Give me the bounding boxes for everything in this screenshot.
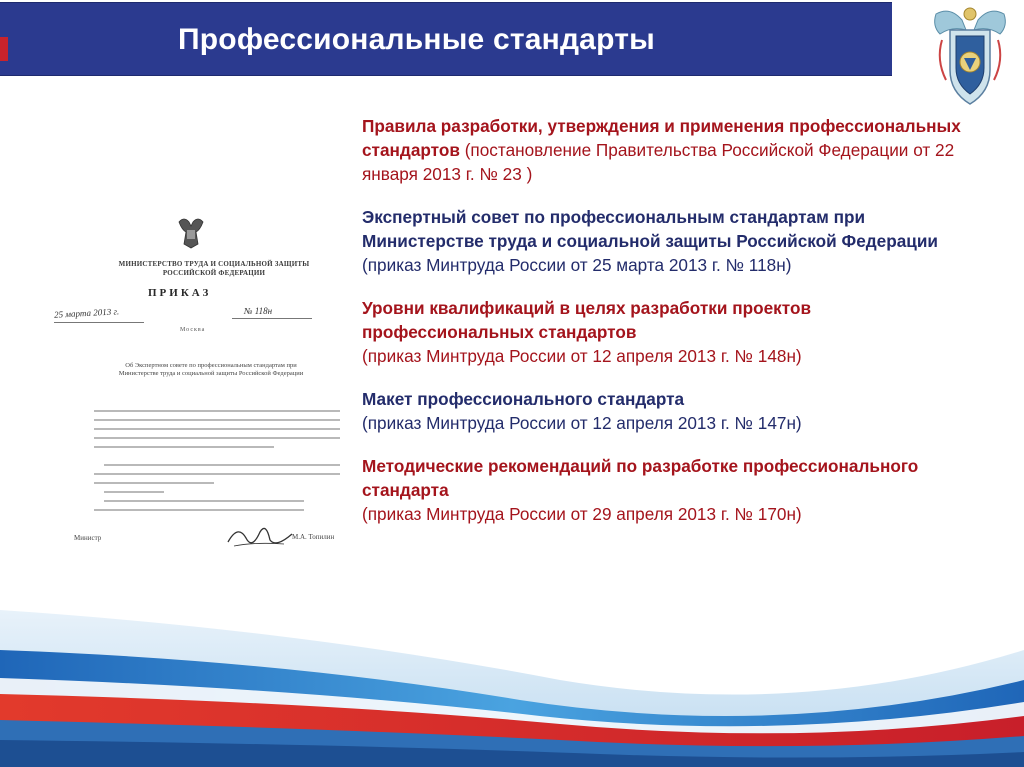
coat-of-arms-icon — [176, 214, 206, 250]
list-item — [362, 454, 982, 526]
item-head: Экспертный совет по профессиональным стандартам при Министерстве труда и социальной защиты Российской Федерации — [362, 207, 938, 251]
standards-list — [362, 114, 982, 545]
list-item — [362, 296, 982, 368]
list-item — [362, 205, 982, 277]
doc-date: 25 марта 2013 г. — [53, 306, 120, 320]
doc-ministry-name: МИНИСТЕРСТВО ТРУДА И СОЦИАЛЬНОЙ ЗАЩИТЫ РОССИЙСКОЙ ФЕДЕРАЦИИ — [118, 260, 310, 277]
item-head: Уровни квалификаций в целях разработки проектов профессиональных стандартов — [362, 298, 812, 342]
title-accent — [0, 37, 8, 61]
slide-title: Профессиональные стандарты — [178, 23, 655, 56]
doc-signature-label: Министр — [74, 534, 102, 542]
item-body: (постановление Правительства Российской Федерации от 22 января 2013 г. № 23 ) — [362, 140, 955, 184]
item-head: Макет профессионального стандарта — [362, 389, 685, 409]
list-item — [362, 114, 982, 186]
doc-number: № 118н — [244, 306, 273, 316]
list-item — [362, 387, 982, 435]
ministry-emblem-icon — [926, 0, 1014, 112]
item-body: (приказ Минтруда России от 12 апреля 2013 г. № 147н) — [362, 413, 802, 433]
item-head: Методические рекомендаций по разработке профессионального стандарта — [362, 456, 919, 500]
item-head: Правила разработки, утверждения и применения профессиональных стандартов — [362, 116, 961, 160]
item-body: (приказ Минтруда России от 12 апреля 2013 г. № 148н) — [362, 346, 802, 366]
doc-subject: Об Экспертном совете по профессиональным стандартам при Министерстве труда и социальной защиты Российской Федерации — [118, 362, 304, 377]
doc-signer: М.А. Топилин — [292, 533, 335, 541]
item-body: (приказ Минтруда России от 29 апреля 2013 г. № 170н) — [362, 504, 802, 524]
item-body: (приказ Минтруда России от 25 марта 2013 г. № 118н) — [362, 255, 792, 275]
decorative-waves — [0, 590, 1024, 767]
order-document-image — [48, 200, 348, 610]
signature-mark — [224, 520, 296, 552]
doc-heading: ПРИКАЗ — [148, 287, 212, 299]
title-bar — [0, 2, 892, 76]
doc-city: Москва — [180, 327, 206, 333]
